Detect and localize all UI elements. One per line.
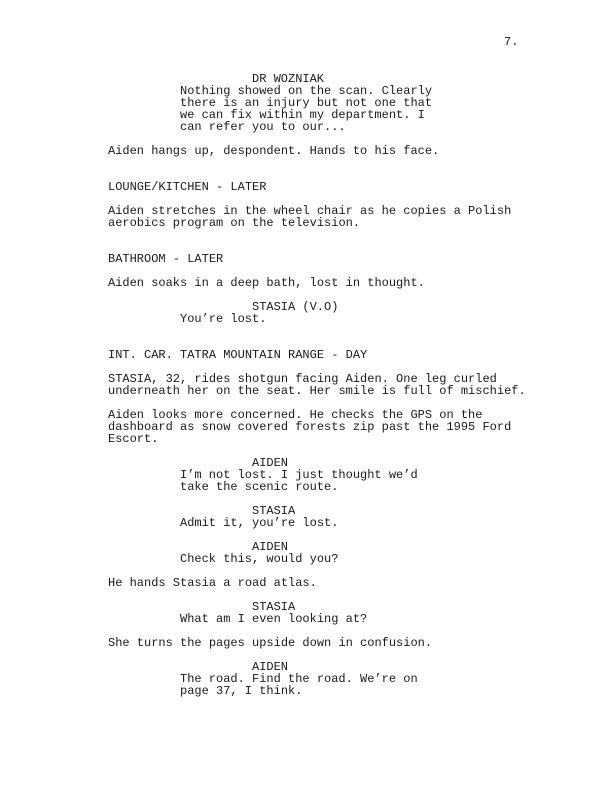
character-cue: AIDEN [252,660,289,674]
character-cue: AIDEN [252,456,289,470]
dialogue: Check this, would you? [180,552,339,566]
dialogue: Nothing showed on the scan. Clearly there is an injury but not one that we can fix within my department. I can refer you to our... [180,84,433,134]
character-cue: STASIA [252,504,296,518]
action-line: He hands Stasia a road atlas. [108,576,317,590]
action-line: Aiden looks more concerned. He checks the GPS on the dashboard as snow covered forests zip past the 1995 Ford Escort. [108,408,512,446]
action-line: Aiden hangs up, despondent. Hands to his face. [108,144,440,158]
action-line: She turns the pages upside down in confusion. [108,636,433,650]
action-line: STASIA, 32, rides shotgun facing Aiden. One leg curled underneath her on the seat. Her smile is full of mischief. [108,372,526,398]
character-cue: AIDEN [252,540,289,554]
scene-heading: LOUNGE/KITCHEN - LATER [108,180,267,194]
character-cue: STASIA [252,600,296,614]
dialogue: I’m not lost. I just thought we’d take the scenic route. [180,468,418,494]
dialogue: What am I even looking at? [180,612,368,626]
action-line: Aiden soaks in a deep bath, lost in thought. [108,276,425,290]
scene-heading: INT. CAR. TATRA MOUNTAIN RANGE - DAY [108,348,368,362]
character-cue: DR WOZNIAK [252,72,325,86]
dialogue: The road. Find the road. We’re on page 37, I think. [180,672,418,698]
page-number: 7. [504,35,519,49]
character-cue: STASIA (V.O) [252,300,339,314]
dialogue: You’re lost. [180,312,267,326]
scene-heading: BATHROOM - LATER [108,252,224,266]
action-line: Aiden stretches in the wheel chair as he copies a Polish aerobics program on the television. [108,204,512,230]
dialogue: Admit it, you’re lost. [180,516,339,530]
